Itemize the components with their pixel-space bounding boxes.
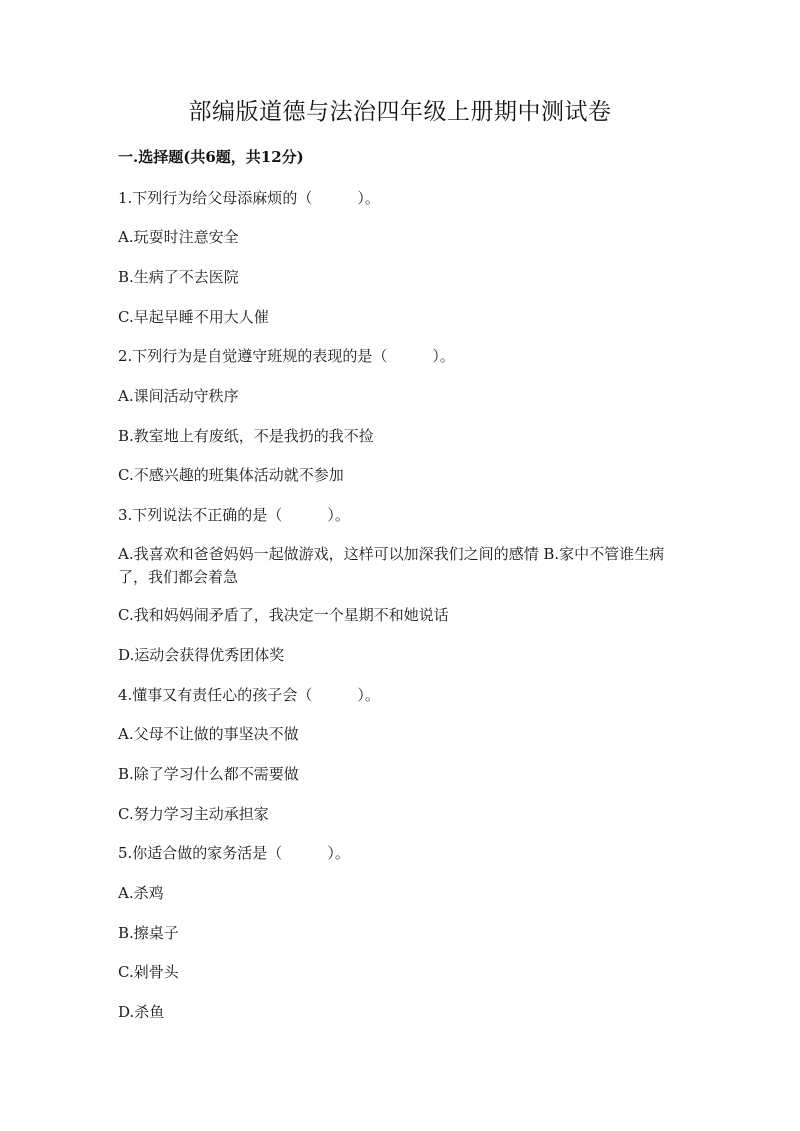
question-4-option-b: B.除了学习什么都不需要做	[118, 765, 299, 783]
question-1-option-a: A.玩耍时注意安全	[118, 228, 239, 246]
question-5-option-c: C.剁骨头	[118, 963, 179, 981]
question-4-option-c: C.努力学习主动承担家	[118, 805, 269, 823]
question-5-option-b: B.擦桌子	[118, 924, 179, 942]
question-2-option-b: B.教室地上有废纸，不是我扔的我不捡	[118, 427, 374, 445]
question-3-option-a: A.我喜欢和爸爸妈妈一起做游戏，这样可以加深我们之间的感情 B.家中不管谁生病了，我们都会着急	[118, 545, 665, 586]
question-3-option-c: C.我和妈妈闹矛盾了，我决定一个星期不和她说话	[118, 606, 449, 624]
question-5-option-a: A.杀鸡	[118, 884, 164, 902]
question-2-option-a: A.课间活动守秩序	[118, 387, 239, 405]
question-1-option-c: C.早起早睡不用大人催	[118, 308, 269, 326]
question-5-option-d: D.杀鱼	[118, 1003, 165, 1021]
question-3-option-d: D.运动会获得优秀团体奖	[118, 646, 285, 664]
page-title: 部编版道德与法治四年级上册期中测试卷	[188, 99, 612, 125]
question-4-stem: 4.懂事又有责任心的孩子会（ ）。	[118, 686, 380, 704]
question-1-option-b: B.生病了不去医院	[118, 268, 239, 286]
question-3-stem: 3.下列说法不正确的是（ ）。	[118, 506, 350, 524]
question-1-stem: 1.下列行为给父母添麻烦的（ ）。	[118, 189, 380, 207]
question-2-option-c: C.不感兴趣的班集体活动就不参加	[118, 466, 344, 484]
question-5-stem: 5.你适合做的家务活是（ ）。	[118, 844, 350, 862]
question-2-stem: 2.下列行为是自觉遵守班规的表现的是（ ）。	[118, 347, 455, 365]
question-4-option-a: A.父母不让做的事坚决不做	[118, 725, 299, 743]
section-heading: 一.选择题(共6题，共12分)	[118, 148, 304, 166]
